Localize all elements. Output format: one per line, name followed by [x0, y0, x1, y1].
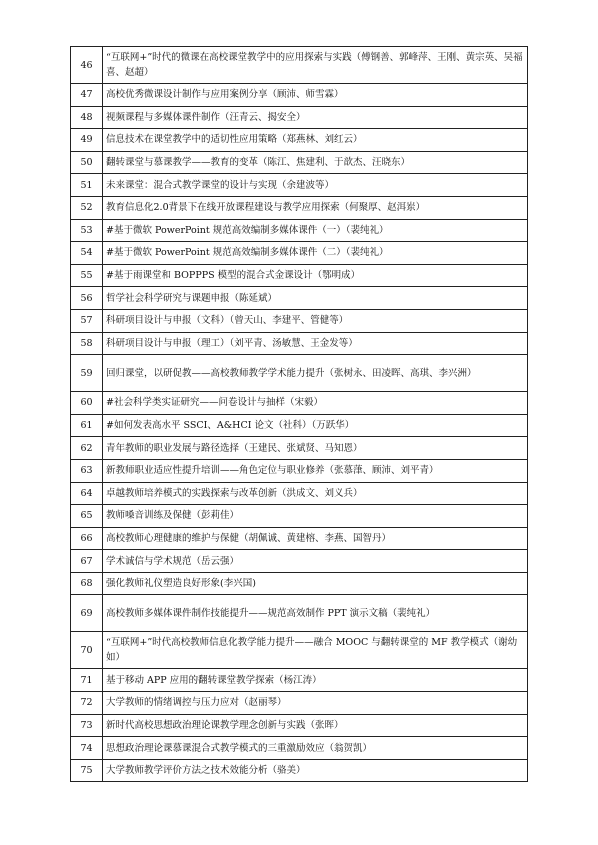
row-number: 54 — [71, 242, 103, 265]
row-number: 75 — [71, 759, 103, 782]
table-row — [71, 332, 528, 355]
table-row — [71, 505, 528, 528]
course-title: 大学教师的情绪调控与压力应对（赵丽琴） — [103, 692, 528, 715]
course-title: 科研项目设计与申报（理工）（刘平青、汤敏慧、王金发等） — [103, 332, 528, 355]
table-row — [71, 572, 528, 595]
course-title: 强化教师礼仪塑造良好形象(李兴国) — [103, 572, 528, 595]
course-title: 思想政治理论课慕课混合式教学模式的三重激励效应（翁贺凯） — [103, 737, 528, 760]
course-title: 大学教师教学评价方法之技术效能分析（骆美） — [103, 759, 528, 782]
row-number: 49 — [71, 129, 103, 152]
table-row — [71, 482, 528, 505]
row-number: 73 — [71, 714, 103, 737]
course-title: #基于雨课堂和 BOPPPS 模型的混合式金课设计（鄂明成） — [103, 264, 528, 287]
course-title: 高校教师多媒体课件制作技能提升——规范高效制作 PPT 演示文稿（裴纯礼） — [103, 595, 528, 632]
table-row — [71, 595, 528, 632]
course-title: 哲学社会科学研究与课题申报（陈延斌） — [103, 287, 528, 310]
table-row — [71, 414, 528, 437]
course-title: 未来课堂：混合式教学课堂的设计与实现（余建波等） — [103, 174, 528, 197]
course-title: 教师嗓音训练及保健（彭莉佳） — [103, 505, 528, 528]
table-row — [71, 309, 528, 332]
course-title: 卓越教师培养模式的实践探索与改革创新（洪成文、刘义兵） — [103, 482, 528, 505]
course-title: 基于移动 APP 应用的翻转课堂教学探索（杨江涛） — [103, 669, 528, 692]
row-number: 62 — [71, 437, 103, 460]
table-row — [71, 287, 528, 310]
table-row — [71, 129, 528, 152]
table-row — [71, 692, 528, 715]
row-number: 50 — [71, 151, 103, 174]
course-title: “互联网+”时代高校教师信息化教学能力提升——融合 MOOC 与翻转课堂的 MF 教学模式（谢幼如） — [103, 632, 528, 669]
row-number: 65 — [71, 505, 103, 528]
row-number: 61 — [71, 414, 103, 437]
table-row — [71, 759, 528, 782]
row-number: 72 — [71, 692, 103, 715]
table-row — [71, 196, 528, 219]
table-row — [71, 84, 528, 107]
course-title: 高校优秀微课设计制作与应用案例分享（顾沛、师雪霖） — [103, 84, 528, 107]
course-title: 教育信息化2.0背景下在线开放课程建设与教学应用探索（何聚厚、赵洱岽） — [103, 196, 528, 219]
row-number: 71 — [71, 669, 103, 692]
course-title: 学术诚信与学术规范（岳云强） — [103, 550, 528, 573]
course-title: 新教师职业适应性提升培训——角色定位与职业修养（张慕葏、顾沛、刘平青） — [103, 459, 528, 482]
course-title: #基于微软 PowerPoint 规范高效编制多媒体课件（二）（裴纯礼） — [103, 242, 528, 265]
table-row — [71, 355, 528, 392]
table-row — [71, 264, 528, 287]
row-number: 47 — [71, 84, 103, 107]
table-row — [71, 437, 528, 460]
table-row — [71, 392, 528, 415]
course-title: 高校教师心理健康的维护与保健（胡佩诚、黄建榕、李燕、国智丹） — [103, 527, 528, 550]
row-number: 53 — [71, 219, 103, 242]
row-number: 48 — [71, 106, 103, 129]
row-number: 55 — [71, 264, 103, 287]
table-row — [71, 632, 528, 669]
course-title: 青年教师的职业发展与路径选择（王建民、张斌贤、马知恩） — [103, 437, 528, 460]
table-row — [71, 242, 528, 265]
course-table — [70, 46, 528, 782]
table-row — [71, 47, 528, 84]
table-row — [71, 174, 528, 197]
course-title: #社会科学类实证研究——问卷设计与抽样（宋毅） — [103, 392, 528, 415]
row-number: 69 — [71, 595, 103, 632]
table-row — [71, 669, 528, 692]
row-number: 60 — [71, 392, 103, 415]
row-number: 57 — [71, 309, 103, 332]
table-row — [71, 737, 528, 760]
course-title: 信息技术在课堂教学中的适切性应用策略（郑燕林、刘红云） — [103, 129, 528, 152]
table-row — [71, 527, 528, 550]
table-row — [71, 151, 528, 174]
row-number: 74 — [71, 737, 103, 760]
table-row — [71, 714, 528, 737]
row-number: 58 — [71, 332, 103, 355]
row-number: 63 — [71, 459, 103, 482]
course-title: #基于微软 PowerPoint 规范高效编制多媒体课件（一）（裴纯礼） — [103, 219, 528, 242]
row-number: 56 — [71, 287, 103, 310]
row-number: 66 — [71, 527, 103, 550]
row-number: 46 — [71, 47, 103, 84]
row-number: 52 — [71, 196, 103, 219]
course-table-body — [71, 47, 528, 782]
course-title: 回归课堂，以研促教——高校教师教学学术能力提升（张树永、田凌晖、高琪、李兴洲） — [103, 355, 528, 392]
course-title: 视频课程与多媒体课件制作（汪青云、揭安全） — [103, 106, 528, 129]
row-number: 64 — [71, 482, 103, 505]
table-row — [71, 219, 528, 242]
row-number: 51 — [71, 174, 103, 197]
row-number: 67 — [71, 550, 103, 573]
table-row — [71, 459, 528, 482]
row-number: 68 — [71, 572, 103, 595]
table-row — [71, 550, 528, 573]
course-title: “互联网+”时代的微课在高校课堂教学中的应用探索与实践（傅钢善、郭峰萍、王刚、黄宗英、吴福喜、赵超） — [103, 47, 528, 84]
row-number: 70 — [71, 632, 103, 669]
course-title: 新时代高校思想政治理论课教学理念创新与实践（张晖） — [103, 714, 528, 737]
course-title: 翻转课堂与慕课教学——教育的变革（陈江、焦建利、于歆杰、汪晓东） — [103, 151, 528, 174]
course-title: #如何发表高水平 SSCI、A&HCI 论文（社科）（万跃华） — [103, 414, 528, 437]
course-title: 科研项目设计与申报（文科）（曾天山、李建平、管健等） — [103, 309, 528, 332]
table-row — [71, 106, 528, 129]
row-number: 59 — [71, 355, 103, 392]
